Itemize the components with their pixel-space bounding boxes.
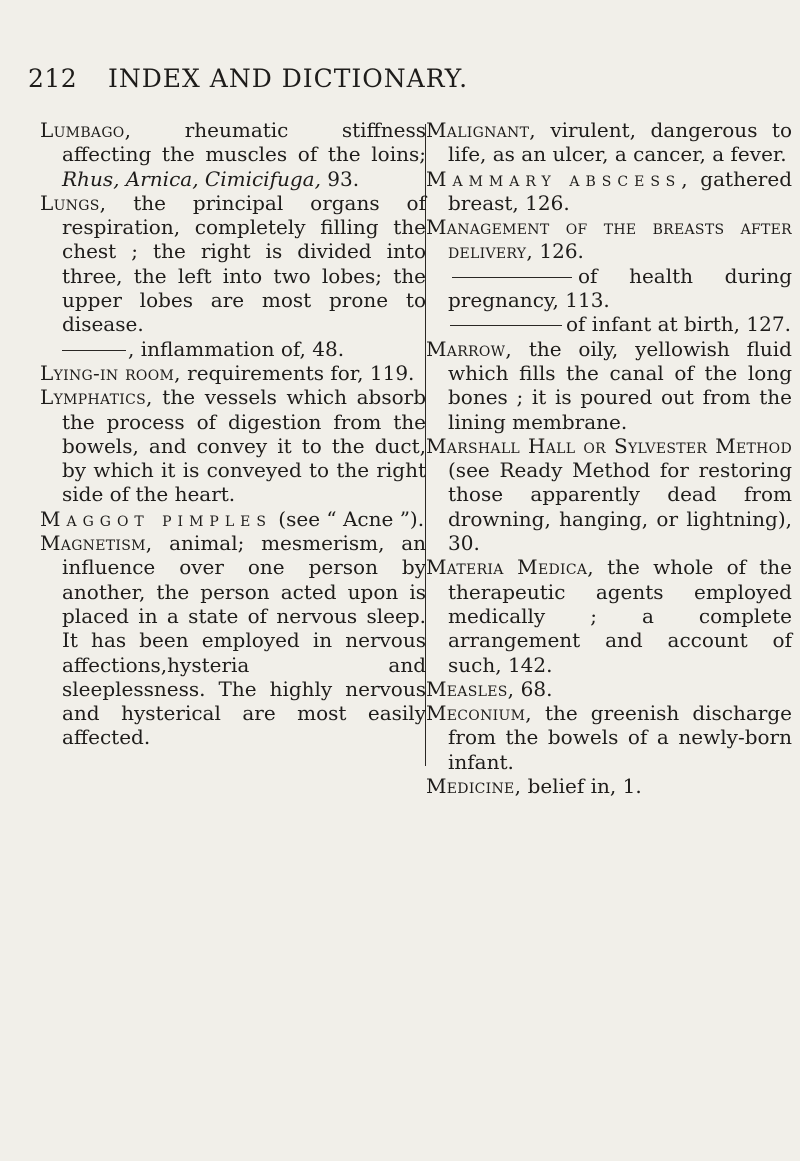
- entry-lymphatics: [40, 385, 426, 506]
- entry-lying-in-room: [40, 361, 426, 385]
- entry-meconium: [426, 701, 792, 774]
- entry-definition: requirements for, 119.: [180, 360, 415, 385]
- entry-materia-medica: [426, 555, 792, 676]
- entry-definition: belief in, 1.: [521, 774, 642, 799]
- ditto-dash: [62, 350, 126, 351]
- entry-term: Malignant,: [426, 118, 536, 142]
- ditto-dash: [450, 325, 562, 326]
- page-number: 212: [28, 64, 78, 93]
- entry-medicine: [426, 774, 792, 798]
- page-title: INDEX AND DICTIONARY.: [108, 64, 469, 93]
- entry-term: Lymphatics,: [40, 385, 153, 410]
- entry-management-subentry-health: [426, 264, 792, 313]
- entry-definition: (see Ready Method for restoring those apparently dead from drowning, hanging, or lightning), 30.: [448, 458, 792, 556]
- entry-lungs-subentry: [40, 337, 426, 361]
- ditto-dash: [452, 277, 572, 278]
- entry-mammary-abscess: [426, 167, 792, 216]
- entry-definition: virulent, dangerous to life, as an ulcer, a cancer, a fever.: [448, 118, 792, 167]
- entry-term: Marshall Hall or Sylvester Method: [426, 433, 792, 458]
- entry-definition: the vessels which absorb the process of digestion from the bowels, and convey it to the duct, by which it is conveyed to the right side of the heart.: [62, 385, 426, 507]
- entry-measles: [426, 677, 792, 701]
- entry-marrow: [426, 337, 792, 434]
- entry-management: [426, 215, 792, 264]
- entry-management-subentry-infant: [426, 312, 792, 336]
- entry-term: Lumbago,: [40, 118, 132, 142]
- entry-definition: (see “ Acne ”).: [271, 506, 425, 531]
- entry-definition: animal; mesmerism, an influence over one person by another, the person acted upon is placed in a state of nervous sleep. It has been employed in nervous affections,hysteria and sleeplessness. The highly nervous and hysterical are most easily affected.: [62, 531, 426, 750]
- subentry-text: of infant at birth, 127.: [566, 312, 791, 337]
- entry-term: Lungs,: [40, 190, 107, 215]
- entry-term: Magnetism,: [40, 531, 153, 556]
- entry-term: Materia Medica,: [426, 555, 594, 580]
- entry-term: Meconium,: [426, 701, 532, 726]
- entry-definition: the oily, yellowish fluid which fills the canal of the long bones ; it is poured out from the lining membrane.: [448, 336, 792, 434]
- entry-definition: rheumatic stiffness affecting the muscles of the loins;: [62, 118, 426, 167]
- entry-maggot-pimples: [40, 507, 426, 531]
- entry-definition: the whole of the therapeutic agents employed medically ; a complete arrangement and account of such, 142.: [448, 555, 793, 677]
- entry-term: Marrow,: [426, 336, 512, 361]
- entry-lumbago: [40, 118, 426, 191]
- left-column: [40, 118, 426, 750]
- entry-magnetism: [40, 531, 426, 750]
- entry-page: 93.: [320, 166, 360, 191]
- entry-definition: the principal organs of respiration, completely filling the chest ; the right is divided into three, the left into two lobes; the upper lobes are most prone to disease.: [62, 190, 426, 337]
- entry-term: Mammary abscess,: [426, 166, 694, 191]
- entry-definition: gathered breast, 126.: [448, 166, 792, 215]
- entry-marshall-hall: [426, 434, 792, 555]
- entry-lungs: [40, 191, 426, 337]
- entry-term: Maggot pimples: [40, 506, 272, 531]
- entry-term: Measles,: [426, 676, 515, 701]
- right-column: [426, 118, 792, 798]
- entry-term: Lying-in room,: [40, 360, 181, 385]
- entry-term: Management of the breasts after delivery,: [426, 215, 792, 264]
- subentry-text: of health during pregnancy, 113.: [448, 263, 792, 313]
- entry-definition: 68.: [514, 676, 553, 701]
- subentry-text: , inflammation of, 48.: [128, 336, 345, 361]
- entry-malignant: [426, 118, 792, 167]
- entry-definition: 126.: [533, 239, 584, 264]
- entry-remedies: Rhus, Arnica, Cimicifuga,: [62, 166, 321, 191]
- entry-term: Medicine,: [426, 774, 522, 799]
- entry-definition: the greenish discharge from the bowels of a newly-born infant.: [448, 701, 792, 774]
